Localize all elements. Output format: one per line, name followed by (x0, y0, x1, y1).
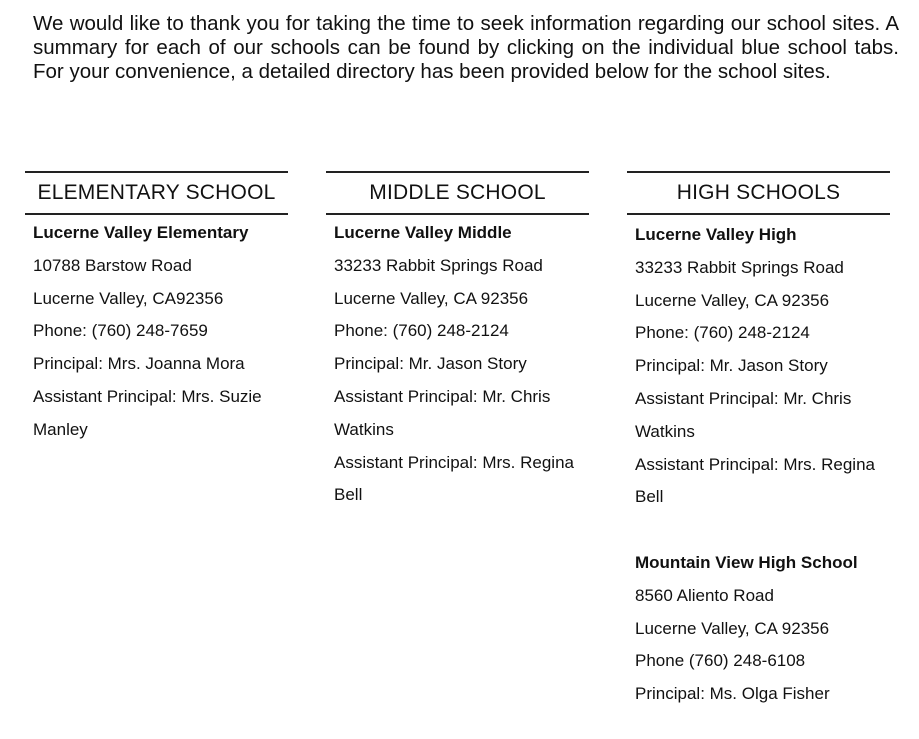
school-assistant-principal: Assistant Principal: Mrs. Suzie Manley (33, 386, 262, 439)
elementary-school-column (25, 171, 288, 447)
school-assistant-principal-2: Assistant Principal: Mrs. Regina Bell (334, 452, 574, 505)
school-phone: Phone: (760) 248-2124 (635, 323, 810, 343)
school-name: Lucerne Valley Elementary (33, 223, 249, 242)
school-assistant-principal-2: Assistant Principal: Mrs. Regina Bell (635, 454, 875, 507)
column-header-high: HIGH SCHOOLS (627, 171, 890, 215)
high-schools-column (627, 171, 890, 711)
school-name: Lucerne Valley High (635, 225, 797, 244)
school-city: Lucerne Valley, CA92356 (33, 288, 224, 308)
school-address: 8560 Aliento Road (635, 585, 774, 605)
intro-paragraph: We would like to thank you for taking the time to seek information regarding our school sites. A summary for each of our schools can be found by clicking on the individual blue school tabs. For your convenience, a detailed directory has been provided below for the school sites. (33, 12, 899, 83)
high-school-entries (627, 215, 890, 711)
school-address: 33233 Rabbit Springs Road (334, 255, 543, 275)
school-entry-lucerne-valley-elementary (25, 215, 288, 447)
entry-spacer (635, 514, 890, 547)
school-city: Lucerne Valley, CA 92356 (334, 288, 529, 308)
column-header-middle: MIDDLE SCHOOL (326, 171, 589, 215)
school-address: 33233 Rabbit Springs Road (635, 257, 844, 277)
school-name: Lucerne Valley Middle (334, 223, 512, 242)
school-city: Lucerne Valley, CA 92356 (635, 290, 830, 310)
school-entry-lucerne-valley-middle (326, 215, 589, 512)
middle-school-column (326, 171, 589, 512)
school-city: Lucerne Valley, CA 92356 (635, 618, 830, 638)
school-phone: Phone: (760) 248-7659 (33, 321, 208, 341)
school-name: Mountain View High School (635, 552, 858, 572)
school-principal: Principal: Mr. Jason Story (635, 356, 828, 376)
school-phone: Phone (760) 248-6108 (635, 651, 806, 671)
school-assistant-principal: Assistant Principal: Mr. Chris Watkins (334, 386, 551, 439)
school-principal: Principal: Mr. Jason Story (334, 354, 527, 374)
school-address: 10788 Barstow Road (33, 255, 192, 275)
school-principal: Principal: Ms. Olga Fisher (635, 684, 830, 704)
school-phone: Phone: (760) 248-2124 (334, 321, 509, 341)
school-assistant-principal: Assistant Principal: Mr. Chris Watkins (635, 388, 852, 441)
column-header-elementary: ELEMENTARY SCHOOL (25, 171, 288, 215)
school-principal: Principal: Mrs. Joanna Mora (33, 354, 245, 374)
